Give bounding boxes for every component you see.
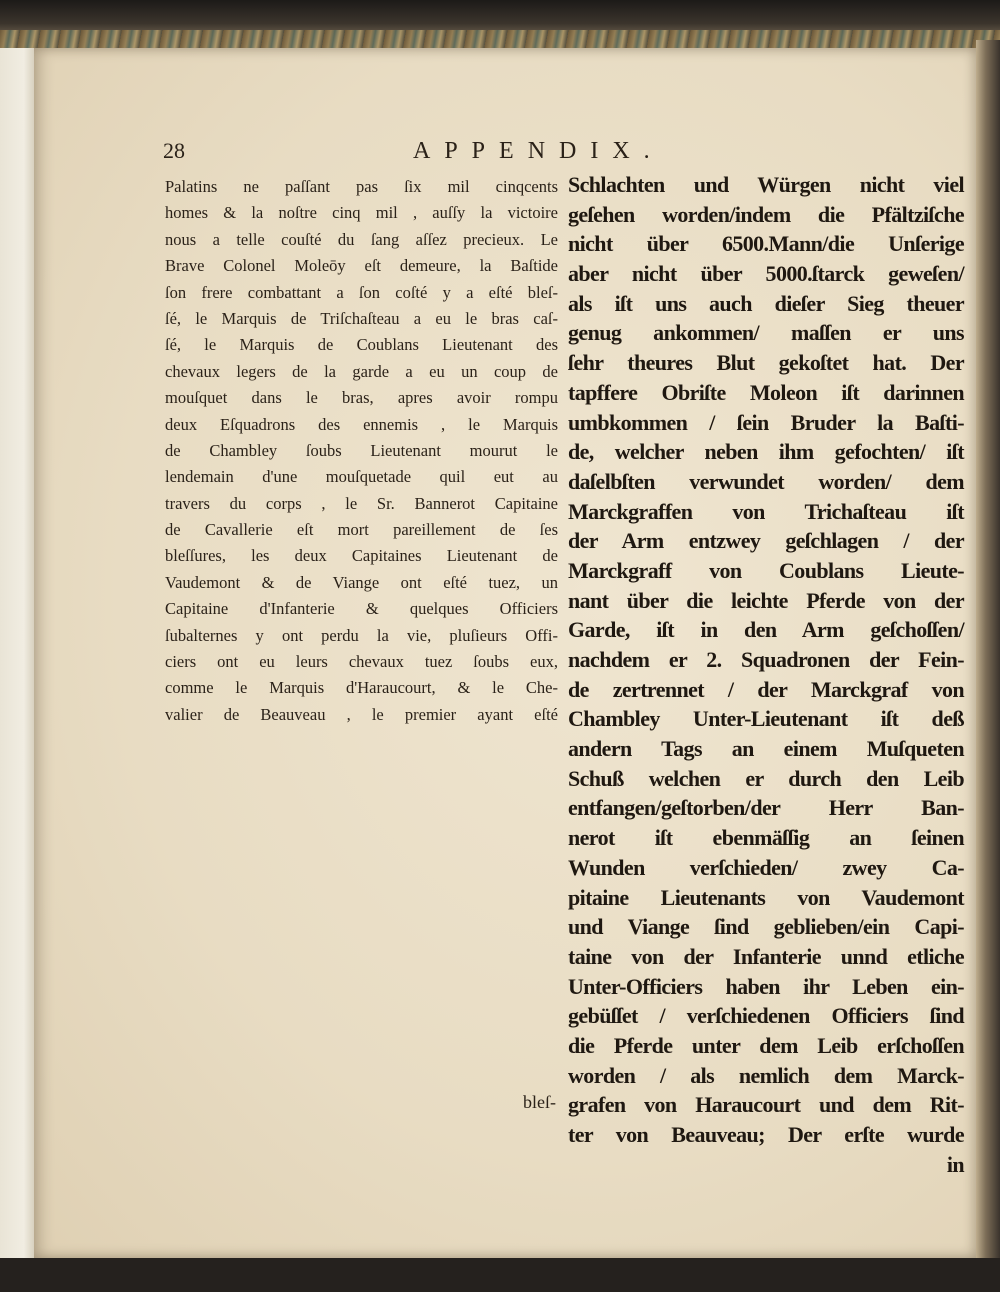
german-text-line: grafen von Haraucourt und dem Rit- [568,1092,964,1118]
scan-bottom-edge [0,1258,1000,1292]
german-text-line: aber nicht über 5000.ſtarck geweſen/ [568,261,964,287]
german-text-line: der Arm entzwey geſchlagen / der [568,528,964,554]
french-text-line: valier de Beauveau , le premier ayant eſté [165,704,558,724]
french-text-line: de Cavallerie eſt mort pareillement de ſes [165,520,558,540]
french-text-line: deux Eſquadrons des ennemis , le Marquis [165,414,558,434]
german-text-line: Schuß welchen er durch den Leib [568,765,964,791]
french-text-line: homes & la noſtre cinq mil , auſſy la victoire [165,203,558,223]
german-text-line: Schlachten und Würgen nicht viel [568,172,964,197]
french-text-line: bleſſures, les deux Capitaines Lieutenant de [165,546,558,566]
french-text-line: comme le Marquis d'Haraucourt, & le Che- [165,678,558,698]
german-text-line: Unter-Officiers haben ihr Leben ein- [568,973,964,999]
german-text-line: und Viange ſind geblieben/ein Capi- [568,914,964,940]
german-text-line: taine von der Infanterie unnd etliche [568,943,964,969]
german-text-line: gebüſſet / verſchiedenen Officiers ſind [568,1003,964,1029]
french-text-line: ſubalternes y ont perdu la vie, pluſieurs Offi- [165,625,558,645]
french-text-line: Vaudemont & de Viange ont eſté tuez, un [165,572,558,592]
french-text-line: Palatins ne paſſant pas ſix mil cinqcents [165,177,558,196]
german-text-line: in [946,1151,964,1177]
german-text-line: ter von Beauveau; Der erſte wurde [568,1122,964,1147]
german-text-line: ſehr theures Blut gekoſtet hat. Der [568,350,964,376]
french-text-line: chevaux legers de la garde a eu un coup de [165,361,558,381]
german-text-line: nerot iſt ebenmäſſig an ſeinen [568,825,964,851]
german-text-line: Marckgraffen von Trichaſteau iſt [568,498,964,524]
german-text-line: Chambley Unter-Lieutenant iſt deß [568,706,964,732]
german-text-line: Wunden verſchieden/ zwey Ca- [568,854,964,880]
french-text-line: ſon frere combattant a ſon coſté y a eſté bleſ- [165,282,558,302]
french-text-column [165,174,558,728]
french-text-line: de Chambley ſoubs Lieutenant mourut le [165,440,558,460]
page-header [163,138,703,168]
german-text-line: entfangen/geſtorben/der Herr Ban- [568,795,964,821]
german-text-line: geſehen worden/indem die Pfältziſche [568,201,964,227]
french-text-line: ſé, le Marquis de Triſchaſteau a eu le bras caſ- [165,308,558,328]
german-text-line: daſelbſten verwundet worden/ dem [568,468,964,494]
german-text-line: die Pferde unter dem Leib erſchoſſen [568,1032,964,1058]
facing-page-edge [0,48,34,1258]
german-text-line: tapffere Obriſte Moleon iſt darinnen [568,379,964,405]
german-text-line: de zertrennet / der Marckgraf von [568,676,964,702]
french-text-line: lendemain d'une mouſquetade quil eut au [165,467,558,487]
catchword: bleſ- [523,1092,556,1112]
german-text-line: Garde, iſt in den Arm geſchoſſen/ [568,617,964,643]
german-text-line: de, welcher neben ihm gefochten/ iſt [568,439,964,465]
german-text-line: nachdem er 2. Squadronen der Fein- [568,647,964,672]
german-text-line: pitaine Lieutenants von Vaudemont [568,884,964,910]
german-text-line: nicht über 6500.Mann/die Unſerige [568,231,964,257]
page-number: 28 [163,138,185,163]
german-text-line: nant über die leichte Pferde von der [568,587,964,613]
german-text-column [568,170,964,1179]
german-text-line: umbkommen / ſein Bruder la Baſti- [568,409,964,435]
french-text-line: travers du corps , le Sr. Bannerot Capitaine [165,493,558,513]
book-fore-edge [976,40,1000,1258]
french-text-line: Capitaine d'Infanterie & quelques Officiers [165,599,558,619]
french-text-line: Brave Colonel Moleōy eſt demeure, la Baſtide [165,256,558,276]
german-text-line: Marckgraff von Coublans Lieute- [568,557,964,583]
french-text-line: mouſquet dans le bras, apres avoir rompu [165,388,558,408]
german-text-line: andern Tags an einem Muſqueten [568,736,964,762]
french-text-line: nous a telle couſté du ſang aſſez precieux. Le [165,229,558,249]
french-text-line: ſé, le Marquis de Coublans Lieutenant des [165,335,558,355]
german-text-line: genug ankommen/ maſſen er uns [568,320,964,346]
german-text-line: worden / als nemlich dem Marck- [568,1062,964,1088]
running-head: APPENDIX. [413,138,664,164]
french-text-line: ciers ont eu leurs chevaux tuez ſoubs eux, [165,652,558,672]
german-text-line: als iſt uns auch dieſer Sieg theuer [568,290,964,316]
